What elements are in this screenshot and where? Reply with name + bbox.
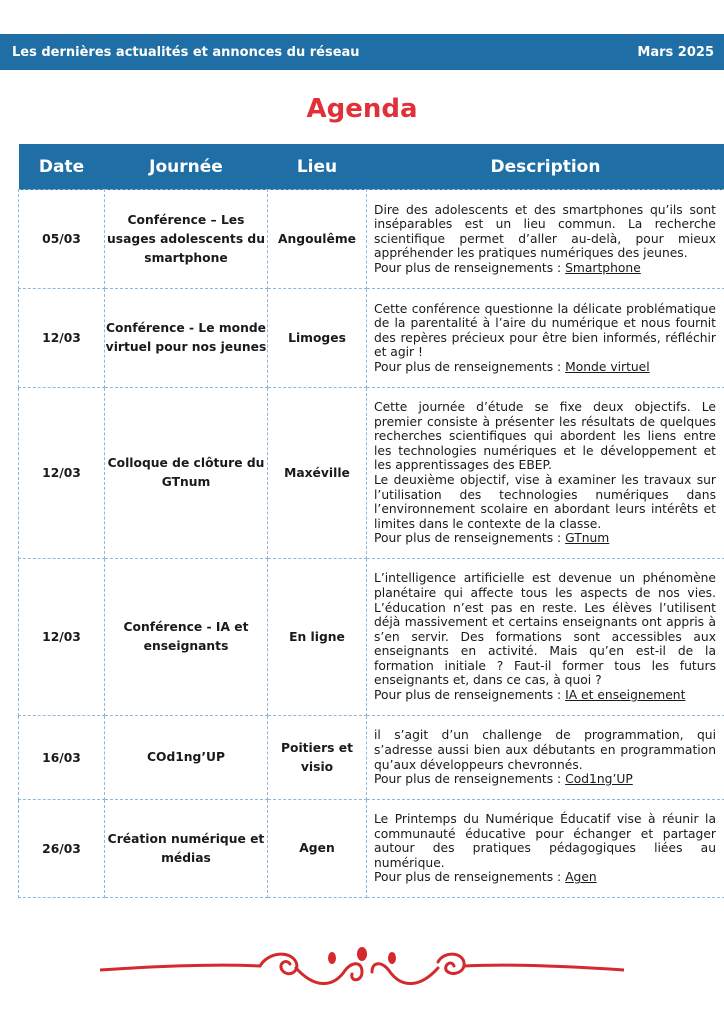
row-description	[367, 388, 724, 559]
table-row	[19, 289, 724, 388]
row-lieu: Agen	[268, 800, 367, 898]
more-info-label: Pour plus de renseignements :	[374, 870, 562, 885]
more-info-link[interactable]: Agen	[565, 870, 597, 885]
table-row	[19, 388, 724, 559]
table-row	[19, 800, 724, 898]
header-left-text: Les dernières actualités et annonces du réseau	[12, 44, 360, 60]
more-info-label: Pour plus de renseignements :	[374, 260, 562, 275]
column-header-journee: Journée	[105, 144, 268, 190]
more-info-link[interactable]: Cod1ng’UP	[565, 772, 633, 787]
description-text-2: Le deuxième objectif, vise à examiner les travaux sur l’utilisation des technologies numériques dans l’environnement scolaire en abordant leurs intérêts et limites dans le contexte de la classe.	[374, 473, 716, 531]
row-description	[367, 289, 724, 388]
table-header-row	[19, 144, 724, 190]
row-date: 05/03	[19, 190, 105, 289]
row-journee: Création numérique et médias	[105, 800, 268, 898]
row-lieu: Maxéville	[268, 388, 367, 559]
row-journee: Conférence - Le monde virtuel pour nos jeunes	[105, 289, 268, 388]
row-journee: Conférence - IA et enseignants	[105, 559, 268, 716]
row-lieu: Poitiers et visio	[268, 716, 367, 800]
more-info-label: Pour plus de renseignements :	[374, 359, 562, 374]
ornament-scroll-left	[260, 954, 297, 974]
table-row	[19, 559, 724, 716]
more-info-label: Pour plus de renseignements :	[374, 688, 562, 703]
row-date: 12/03	[19, 289, 105, 388]
description-text: L’intelligence artificielle est devenue un phénomène planétaire qui affecte tous les aspects de nos vies. L’éducation n’est pas en reste. Les élèves l’utilisent déjà massivement et certains enseignants ont appris à s’en servir. Des formations sont accessibles aux enseignants en activité. Mais qu’en est-il de la formation initiale ? Faut-il former tous les futurs enseignants et, dans ce cas, à quoi ?	[374, 571, 716, 688]
row-description	[367, 559, 724, 716]
ornament-left-line	[100, 965, 260, 970]
row-description	[367, 800, 724, 898]
row-date: 12/03	[19, 559, 105, 716]
ornament-dot	[328, 952, 336, 964]
column-header-description: Description	[367, 144, 724, 190]
description-text: Le Printemps du Numérique Éducatif vise à réunir la communauté éducative pour échanger et partager autour des pratiques pédagogiques liées au numérique.	[374, 812, 716, 870]
row-description	[367, 716, 724, 800]
table-row	[19, 716, 724, 800]
ornament-scroll-mid-left	[296, 964, 362, 984]
row-journee: COd1ng’UP	[105, 716, 268, 800]
table-row	[19, 190, 724, 289]
more-info-link[interactable]: Smartphone	[565, 260, 641, 275]
row-date: 12/03	[19, 388, 105, 559]
agenda-table	[18, 144, 724, 898]
page-title: Agenda	[306, 94, 418, 124]
column-header-lieu: Lieu	[268, 144, 367, 190]
ornament-scroll-mid-right	[372, 964, 438, 984]
row-journee: Conférence – Les usages adolescents du smartphone	[105, 190, 268, 289]
ornament-right-line	[464, 965, 624, 970]
description-text: Cette journée d’étude se fixe deux objectifs. Le premier consiste à présenter les résultats de quelques recherches scientifiques qui abordent les liens entre les technologies numériques et le développement et les apprentissages des EBEP.	[374, 400, 716, 473]
more-info-link[interactable]: Monde virtuel	[565, 359, 650, 374]
ornament-scroll-right	[438, 954, 464, 973]
description-text: Dire des adolescents et des smartphones qu’ils sont inséparables est un lieu commun. La recherche scientifique permet d’aller au-delà, pour mieux appréhender les pratiques numériques des jeunes.	[374, 202, 716, 261]
more-info-label: Pour plus de renseignements :	[374, 772, 562, 787]
header-banner	[0, 34, 724, 70]
column-header-date: Date	[19, 144, 105, 190]
row-date: 26/03	[19, 800, 105, 898]
row-lieu: Angoulême	[268, 190, 367, 289]
row-journee: Colloque de clôture du GTnum	[105, 388, 268, 559]
more-info-label: Pour plus de renseignements :	[374, 531, 562, 546]
more-info-link[interactable]: GTnum	[565, 531, 610, 546]
more-info-link[interactable]: IA et enseignement	[565, 688, 686, 703]
row-lieu: En ligne	[268, 559, 367, 716]
row-lieu: Limoges	[268, 289, 367, 388]
row-date: 16/03	[19, 716, 105, 800]
description-text: Cette conférence questionne la délicate problématique de la parentalité à l’aire du numérique et nous fournit des repères précieux pour être bien informés, réfléchir et agir !	[374, 301, 716, 360]
decorative-ornament	[100, 938, 624, 1002]
ornament-dot	[357, 947, 367, 961]
description-text: il s’agit d’un challenge de programmation, qui s’adresse aussi bien aux débutants en programmation qu’aux développeurs chevronnés.	[374, 728, 716, 772]
ornament-dot	[388, 952, 396, 964]
header-date: Mars 2025	[637, 44, 714, 60]
row-description	[367, 190, 724, 289]
